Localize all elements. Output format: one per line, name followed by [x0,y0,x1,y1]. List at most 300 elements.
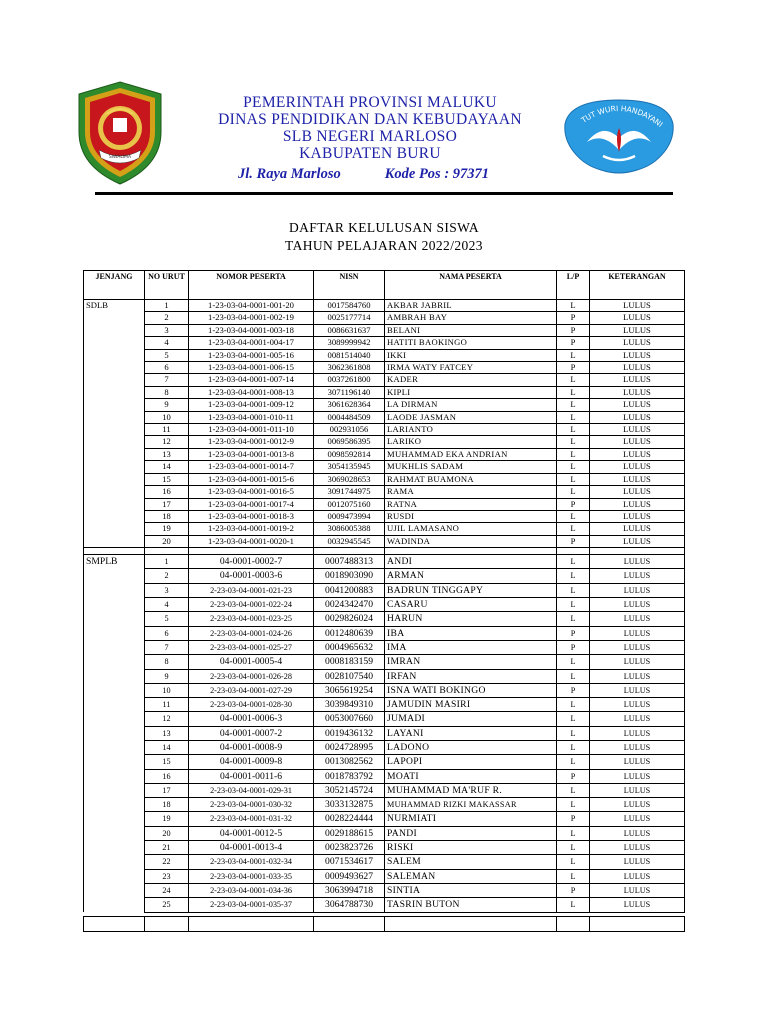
cell-keterangan: LULUS [590,583,685,597]
cell-no-urut: 6 [145,362,189,374]
cell-no-urut: 6 [145,626,189,640]
cell-keterangan: LULUS [590,812,685,826]
cell-keterangan: LULUS [590,498,685,510]
cell-nama-peserta: JAMUDIN MASIRI [385,698,557,712]
cell-jenjang [84,598,145,612]
cell-nama-peserta: LAPOPI [385,755,557,769]
cell-jenjang [84,655,145,669]
cell-keterangan: LULUS [590,399,685,411]
table-row [84,841,685,855]
cell-jenjang [84,374,145,386]
col-header-no-urut: NO URUT [145,271,189,300]
cell-keterangan: LULUS [590,461,685,473]
cell-nama-peserta: RAMA [385,486,557,498]
cell-no-urut: 5 [145,349,189,361]
document-title [0,219,768,255]
cell-jenjang [84,569,145,583]
table-header-row [84,271,685,300]
cell-jenjang [84,399,145,411]
cell-jenjang [84,486,145,498]
cell-keterangan: LULUS [590,324,685,336]
cell-no-urut: 21 [145,841,189,855]
cell-jenjang [84,726,145,740]
table-row [84,883,685,897]
cell-jenjang [84,535,145,547]
cell-nomor-peserta: 2-23-03-04-0001-022-24 [189,598,314,612]
cell-jenjang [84,498,145,510]
cell-lp: L [557,411,590,423]
cell-nama-peserta: LARIANTO [385,424,557,436]
empty-table-row [84,916,685,931]
cell-no-urut: 10 [145,411,189,423]
separator-cell [557,548,590,555]
cell-nomor-peserta: 04-0001-0007-2 [189,726,314,740]
cell-no-urut: 19 [145,812,189,826]
cell-nisn: 0018903090 [314,569,385,583]
cell-nomor-peserta: 2-23-03-04-0001-026-28 [189,669,314,683]
cell-lp: P [557,626,590,640]
cell-no-urut: 18 [145,798,189,812]
cell-jenjang [84,812,145,826]
cell-jenjang [84,798,145,812]
separator-cell [385,548,557,555]
cell-no-urut: 15 [145,473,189,485]
cell-lp: L [557,612,590,626]
cell-nisn: 3086005388 [314,523,385,535]
cell-no-urut: 12 [145,712,189,726]
cell-nisn: 0023823726 [314,841,385,855]
cell-nisn: 3071196140 [314,386,385,398]
table-row [84,424,685,436]
table-row [84,337,685,349]
cell-keterangan: LULUS [590,312,685,324]
separator-cell [189,548,314,555]
empty-cell [189,916,314,931]
cell-lp: L [557,374,590,386]
table-row [84,436,685,448]
cell-lp: L [557,386,590,398]
cell-nama-peserta: IMRAN [385,655,557,669]
cell-nama-peserta: AKBAR JABRIL [385,300,557,312]
table-body [84,300,685,932]
table-row [84,898,685,912]
cell-no-urut: 1 [145,555,189,569]
cell-keterangan: LULUS [590,436,685,448]
cell-keterangan: LULUS [590,640,685,654]
cell-keterangan: LULUS [590,826,685,840]
cell-nisn: 0018783792 [314,769,385,783]
cell-no-urut: 8 [145,386,189,398]
cell-nisn: 0009493627 [314,869,385,883]
cell-nama-peserta: MUKHLIS SADAM [385,461,557,473]
cell-lp: P [557,362,590,374]
cell-no-urut: 20 [145,826,189,840]
cell-nisn: 0037261800 [314,374,385,386]
cell-nisn: 3089999942 [314,337,385,349]
table-row [84,869,685,883]
cell-jenjang [84,640,145,654]
cell-nama-peserta: LAODE JASMAN [385,411,557,423]
cell-keterangan: LULUS [590,612,685,626]
cell-nisn: 0024342470 [314,598,385,612]
cell-lp: L [557,798,590,812]
cell-jenjang [84,783,145,797]
cell-keterangan: LULUS [590,798,685,812]
table-row [84,486,685,498]
table-row [84,583,685,597]
cell-no-urut: 14 [145,461,189,473]
table-row [84,612,685,626]
cell-lp: L [557,448,590,460]
cell-jenjang [84,510,145,522]
cell-keterangan: LULUS [590,473,685,485]
cell-jenjang [84,841,145,855]
cell-jenjang [84,612,145,626]
institution-heading [180,94,560,162]
separator-cell [84,548,145,555]
cell-nisn: 3061628364 [314,399,385,411]
cell-jenjang [84,740,145,754]
cell-lp: L [557,300,590,312]
cell-lp: L [557,436,590,448]
cell-keterangan: LULUS [590,337,685,349]
cell-lp: P [557,683,590,697]
table-row [84,626,685,640]
cell-nomor-peserta: 2-23-03-04-0001-023-25 [189,612,314,626]
cell-nisn: 0041200883 [314,583,385,597]
cell-nomor-peserta: 1-23-03-04-0001-009-12 [189,399,314,411]
table-row [84,300,685,312]
cell-no-urut: 11 [145,424,189,436]
cell-no-urut: 25 [145,898,189,912]
empty-cell [84,916,145,931]
cell-nisn: 0028107540 [314,669,385,683]
table-row [84,655,685,669]
cell-nomor-peserta: 2-23-03-04-0001-035-37 [189,898,314,912]
heading-line-school: SLB NEGERI MARLOSO [282,128,458,145]
cell-no-urut: 16 [145,769,189,783]
table-row [84,783,685,797]
cell-keterangan: LULUS [590,510,685,522]
cell-keterangan: LULUS [590,769,685,783]
cell-nisn: 0012075160 [314,498,385,510]
cell-nama-peserta: IBA [385,626,557,640]
cell-keterangan: LULUS [590,374,685,386]
cell-jenjang [84,436,145,448]
cell-nomor-peserta: 04-0001-0002-7 [189,555,314,569]
table-row [84,712,685,726]
cell-nama-peserta: SALEMAN [385,869,557,883]
cell-lp: L [557,698,590,712]
cell-nomor-peserta: 1-23-03-04-0001-0016-5 [189,486,314,498]
cell-no-urut: 4 [145,337,189,349]
cell-no-urut: 3 [145,583,189,597]
cell-no-urut: 9 [145,399,189,411]
cell-keterangan: LULUS [590,726,685,740]
cell-lp: L [557,555,590,569]
cell-nomor-peserta: 1-23-03-04-0001-007-14 [189,374,314,386]
empty-cell [314,916,385,931]
cell-lp: L [557,669,590,683]
cell-nama-peserta: LAYANI [385,726,557,740]
cell-lp: L [557,569,590,583]
cell-nisn: 0012480639 [314,626,385,640]
cell-lp: P [557,883,590,897]
cell-lp: P [557,812,590,826]
table-row [84,740,685,754]
cell-nisn: 0069586395 [314,436,385,448]
cell-lp: L [557,898,590,912]
cell-nomor-peserta: 1-23-03-04-0001-003-18 [189,324,314,336]
cell-keterangan: LULUS [590,655,685,669]
table-row [84,461,685,473]
cell-nama-peserta: LA DIRMAN [385,399,557,411]
cell-keterangan: LULUS [590,626,685,640]
cell-jenjang [84,424,145,436]
separator-cell [314,548,385,555]
table-row [84,640,685,654]
cell-keterangan: LULUS [590,598,685,612]
heading-line-province: PEMERINTAH PROVINSI MALUKU [243,94,497,111]
cell-keterangan: LULUS [590,698,685,712]
table-row [84,448,685,460]
cell-nama-peserta: IRMA WATY FATCEY [385,362,557,374]
table-row [84,755,685,769]
cell-nama-peserta: BELANI [385,324,557,336]
cell-jenjang [84,324,145,336]
cell-lp: L [557,712,590,726]
cell-nomor-peserta: 2-23-03-04-0001-033-35 [189,869,314,883]
svg-text:SIWALIMA: SIWALIMA [108,155,132,160]
cell-nisn: 3064788730 [314,898,385,912]
cell-nisn: 0029826024 [314,612,385,626]
cell-nama-peserta: MOATI [385,769,557,783]
table-row [84,798,685,812]
cell-nomor-peserta: 04-0001-0012-5 [189,826,314,840]
cell-keterangan: LULUS [590,362,685,374]
cell-nomor-peserta: 2-23-03-04-0001-027-29 [189,683,314,697]
cell-lp: L [557,583,590,597]
cell-no-urut: 15 [145,755,189,769]
cell-jenjang [84,869,145,883]
table-row [84,523,685,535]
cell-lp: L [557,755,590,769]
cell-lp: L [557,783,590,797]
cell-keterangan: LULUS [590,424,685,436]
cell-no-urut: 14 [145,740,189,754]
cell-lp: L [557,510,590,522]
cell-nomor-peserta: 2-23-03-04-0001-032-34 [189,855,314,869]
cell-no-urut: 3 [145,324,189,336]
cell-jenjang [84,769,145,783]
cell-nomor-peserta: 2-23-03-04-0001-030-32 [189,798,314,812]
cell-no-urut: 4 [145,598,189,612]
tut-wuri-handayani-logo [563,98,675,174]
cell-jenjang [84,683,145,697]
cell-lp: L [557,855,590,869]
cell-nomor-peserta: 1-23-03-04-0001-010-11 [189,411,314,423]
cell-nomor-peserta: 1-23-03-04-0001-0015-6 [189,473,314,485]
cell-nisn: 3062361808 [314,362,385,374]
cell-no-urut: 10 [145,683,189,697]
cell-keterangan: LULUS [590,386,685,398]
cell-nama-peserta: IRFAN [385,669,557,683]
table-row [84,669,685,683]
cell-no-urut: 19 [145,523,189,535]
cell-keterangan: LULUS [590,669,685,683]
cell-nama-peserta: CASARU [385,598,557,612]
cell-lp: L [557,349,590,361]
cell-jenjang [84,461,145,473]
table-row [84,535,685,547]
cell-keterangan: LULUS [590,841,685,855]
cell-lp: L [557,461,590,473]
cell-jenjang [84,312,145,324]
cell-keterangan: LULUS [590,411,685,423]
cell-nomor-peserta: 1-23-03-04-0001-005-16 [189,349,314,361]
cell-nama-peserta: RUSDI [385,510,557,522]
cell-lp: P [557,312,590,324]
cell-no-urut: 7 [145,374,189,386]
cell-nisn: 0071534617 [314,855,385,869]
cell-nama-peserta: ISNA WATI BOKINGO [385,683,557,697]
cell-no-urut: 13 [145,726,189,740]
cell-nisn: 0017584760 [314,300,385,312]
cell-lp: L [557,740,590,754]
table-row [84,349,685,361]
table-row [84,855,685,869]
cell-lp: L [557,399,590,411]
cell-jenjang [84,583,145,597]
cell-lp: P [557,535,590,547]
table-row [84,812,685,826]
cell-nisn: 3091744975 [314,486,385,498]
table-row [84,555,685,569]
cell-lp: P [557,337,590,349]
col-header-jenjang: JENJANG [84,271,145,300]
cell-nomor-peserta: 2-23-03-04-0001-024-26 [189,626,314,640]
cell-lp: L [557,826,590,840]
cell-lp: L [557,523,590,535]
cell-lp: L [557,841,590,855]
title-line-1: DAFTAR KELULUSAN SISWA [289,220,479,235]
cell-keterangan: LULUS [590,755,685,769]
cell-nisn: 0007488313 [314,555,385,569]
cell-nama-peserta: NURMIATI [385,812,557,826]
cell-jenjang [84,411,145,423]
cell-no-urut: 2 [145,569,189,583]
cell-nisn: 3033132875 [314,798,385,812]
cell-no-urut: 11 [145,698,189,712]
heading-line-department: DINAS PENDIDIKAN DAN KEBUDAYAAN [218,111,522,128]
cell-nama-peserta: BADRUN TINGGAPY [385,583,557,597]
cell-nomor-peserta: 2-23-03-04-0001-025-27 [189,640,314,654]
cell-nomor-peserta: 1-23-03-04-0001-008-13 [189,386,314,398]
cell-nisn: 3063994718 [314,883,385,897]
cell-nomor-peserta: 2-23-03-04-0001-031-32 [189,812,314,826]
table-row [84,598,685,612]
cell-jenjang [84,898,145,912]
table-row [84,769,685,783]
cell-no-urut: 12 [145,436,189,448]
cell-no-urut: 16 [145,486,189,498]
cell-nomor-peserta: 1-23-03-04-0001-0013-8 [189,448,314,460]
cell-jenjang [84,698,145,712]
table-row [84,399,685,411]
cell-nama-peserta: PANDI [385,826,557,840]
col-header-nama-peserta: NAMA PESERTA [385,271,557,300]
cell-nomor-peserta: 1-23-03-04-0001-004-17 [189,337,314,349]
cell-nama-peserta: KADER [385,374,557,386]
table-row [84,698,685,712]
table-row [84,826,685,840]
cell-nama-peserta: UJIL LAMASANO [385,523,557,535]
cell-no-urut: 2 [145,312,189,324]
cell-nama-peserta: MUHAMMAD EKA ANDRIAN [385,448,557,460]
cell-lp: L [557,598,590,612]
cell-jenjang [84,669,145,683]
cell-jenjang: SDLB [84,300,145,312]
cell-nomor-peserta: 1-23-03-04-0001-011-10 [189,424,314,436]
cell-nomor-peserta: 04-0001-0011-6 [189,769,314,783]
col-header-nisn: NISN [314,271,385,300]
cell-nisn: 0004965632 [314,640,385,654]
empty-cell [557,916,590,931]
cell-nisn: 0019436132 [314,726,385,740]
cell-jenjang [84,626,145,640]
table-row [84,473,685,485]
cell-nomor-peserta: 1-23-03-04-0001-0019-2 [189,523,314,535]
cell-nisn: 0008183159 [314,655,385,669]
postal-code: Kode Pos : 97371 [384,166,490,182]
cell-nomor-peserta: 04-0001-0013-4 [189,841,314,855]
cell-nomor-peserta: 1-23-03-04-0001-001-20 [189,300,314,312]
cell-keterangan: LULUS [590,569,685,583]
col-header-nomor-peserta: NOMOR PESERTA [189,271,314,300]
cell-nama-peserta: MUHAMMAD RIZKI MAKASSAR [385,798,557,812]
cell-nisn: 3039849310 [314,698,385,712]
cell-lp: L [557,655,590,669]
cell-nama-peserta: WADINDA [385,535,557,547]
cell-nama-peserta: IKKI [385,349,557,361]
cell-nisn: 3069028653 [314,473,385,485]
cell-jenjang [84,855,145,869]
cell-nomor-peserta: 2-23-03-04-0001-021-23 [189,583,314,597]
table-row [84,510,685,522]
cell-nisn: 3054135945 [314,461,385,473]
cell-jenjang [84,523,145,535]
svg-text:TUT WURI HANDAYANI: TUT WURI HANDAYANI [579,103,665,129]
cell-lp: P [557,498,590,510]
cell-nisn: 0013082562 [314,755,385,769]
cell-nisn: 0004484509 [314,411,385,423]
cell-nama-peserta: IMA [385,640,557,654]
cell-nama-peserta: ARMAN [385,569,557,583]
cell-keterangan: LULUS [590,535,685,547]
cell-keterangan: LULUS [590,898,685,912]
cell-no-urut: 24 [145,883,189,897]
graduation-table [83,270,685,932]
cell-keterangan: LULUS [590,448,685,460]
cell-nomor-peserta: 2-23-03-04-0001-029-31 [189,783,314,797]
cell-nisn: 0098592814 [314,448,385,460]
cell-nama-peserta: ANDI [385,555,557,569]
cell-jenjang [84,337,145,349]
cell-nama-peserta: SALEM [385,855,557,869]
cell-nomor-peserta: 04-0001-0006-3 [189,712,314,726]
cell-nisn: 0053007660 [314,712,385,726]
group-separator-row [84,548,685,555]
